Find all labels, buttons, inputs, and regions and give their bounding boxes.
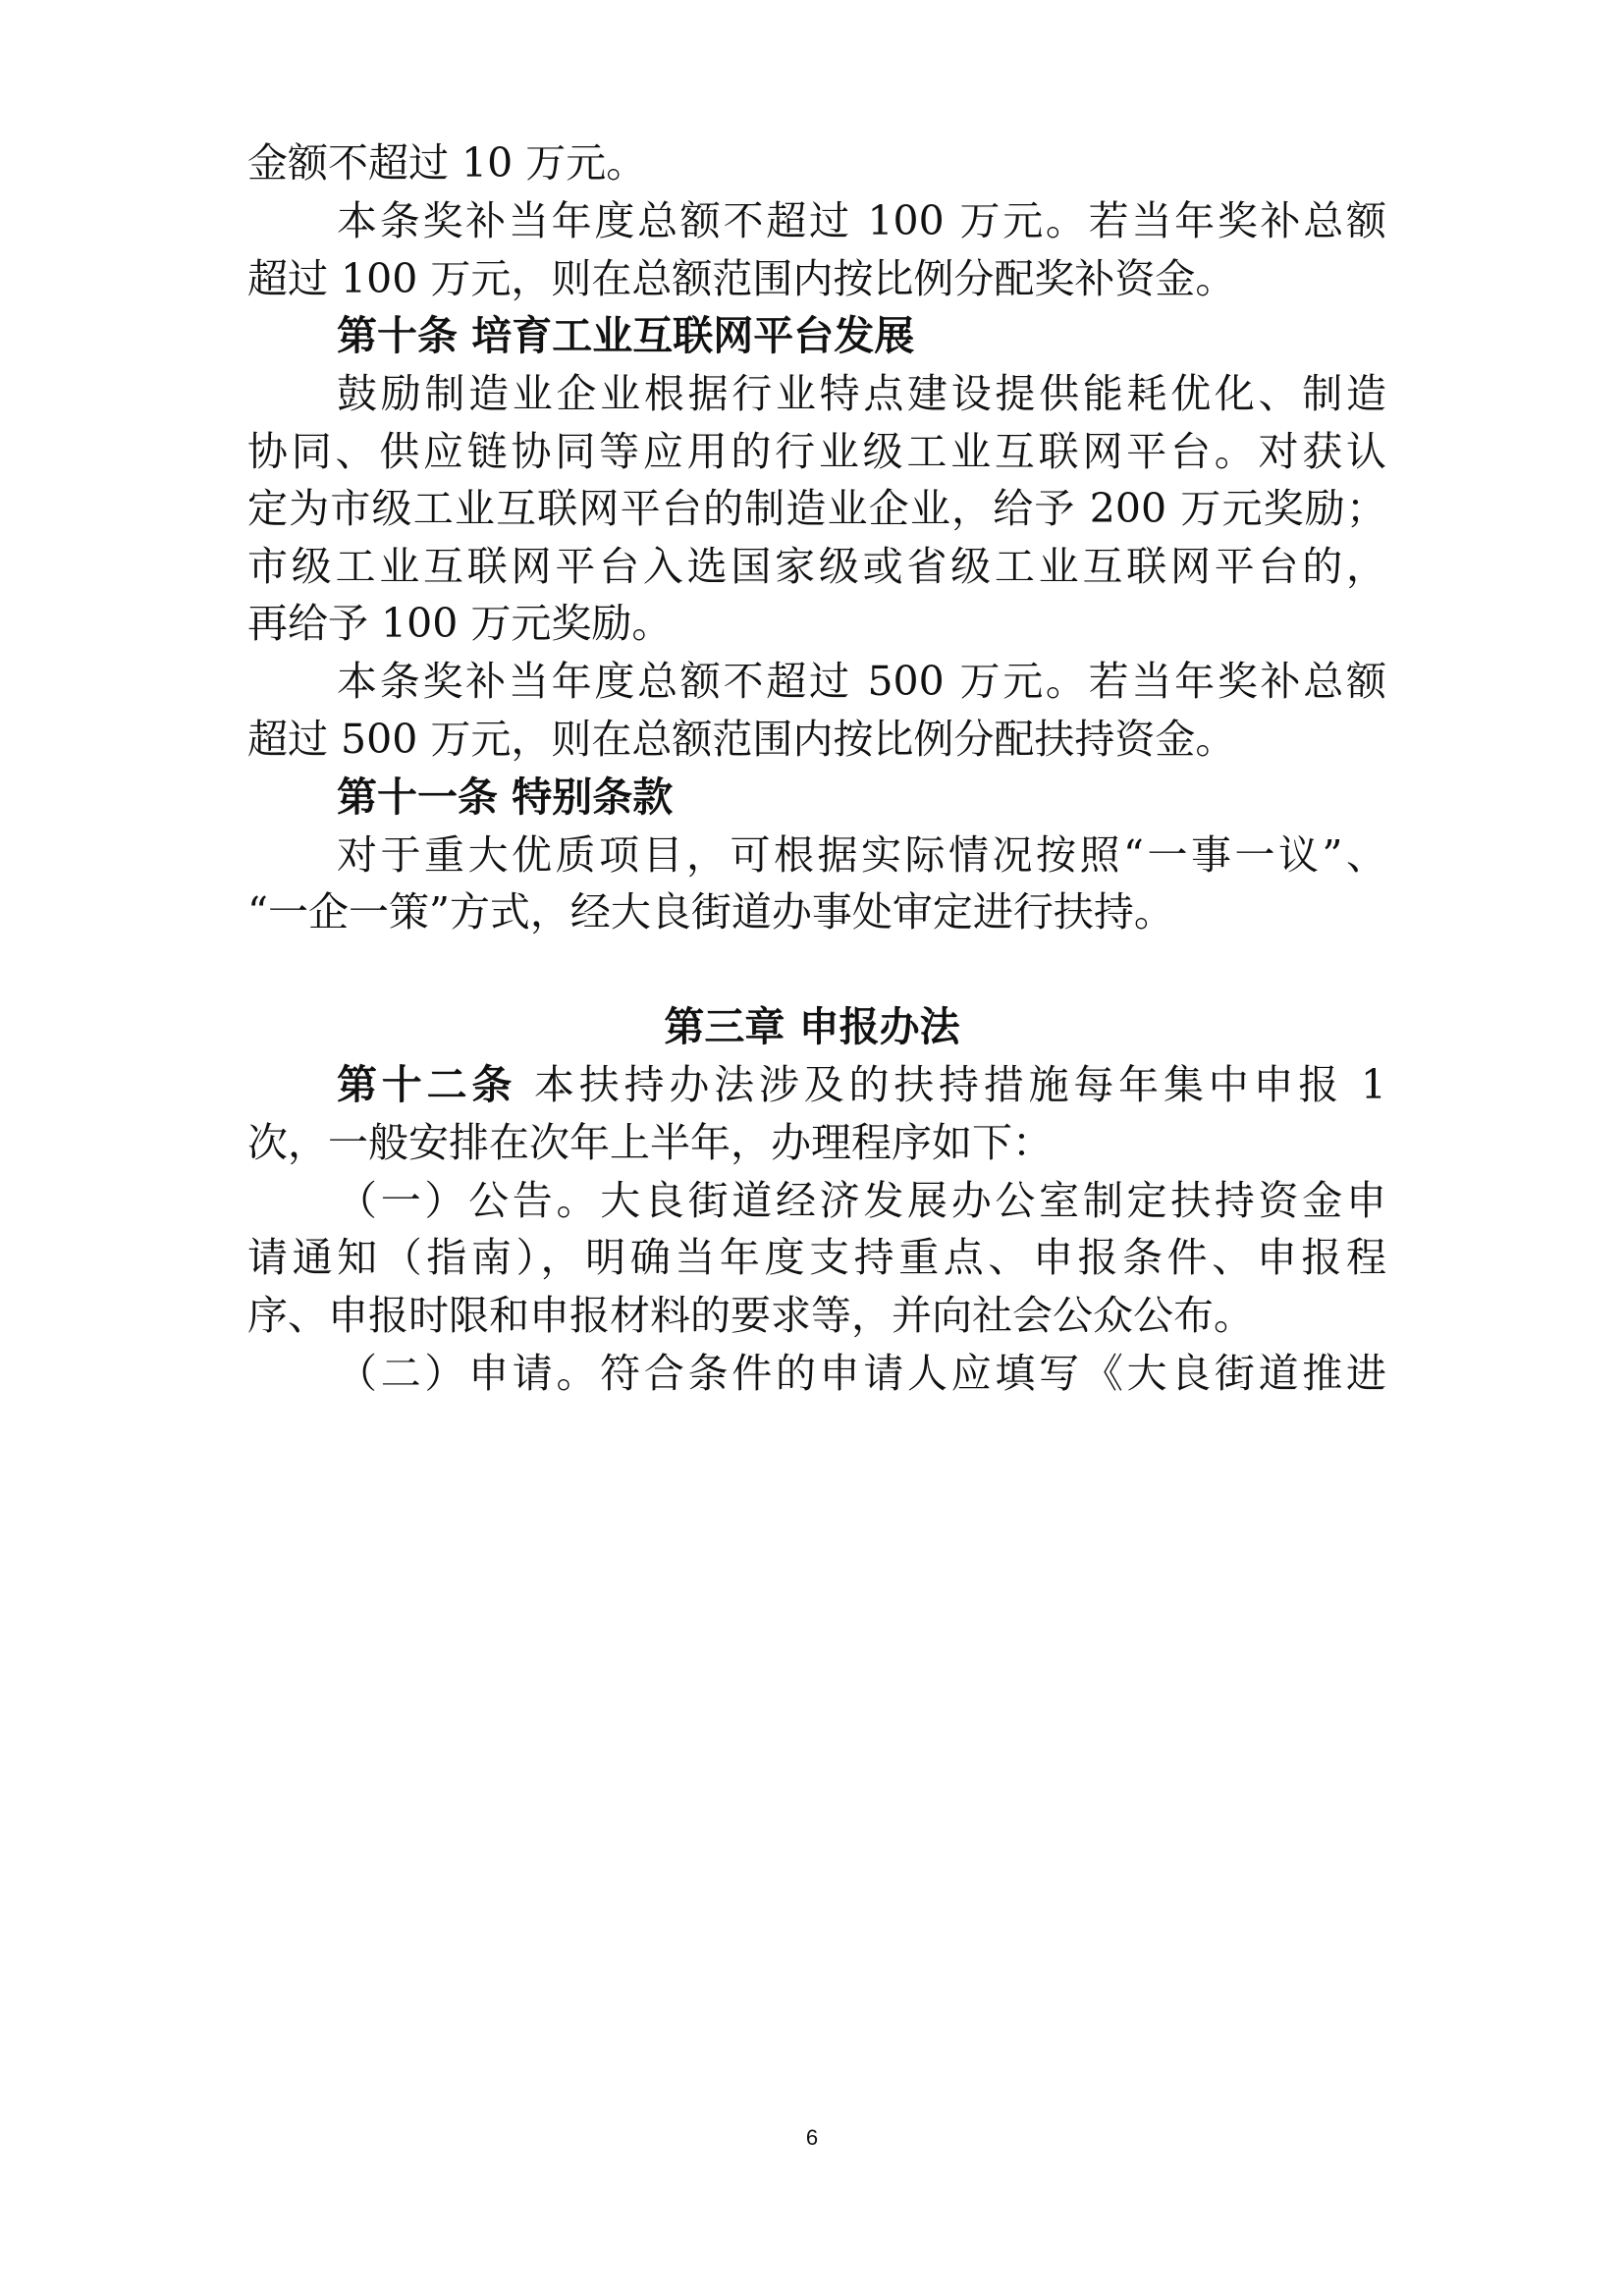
article-12-text: 本扶持办法涉及的扶持措施每年集中申报 1 — [516, 1061, 1386, 1108]
article-11-heading: 第十一条 特别条款 — [337, 774, 674, 821]
article-10-heading: 第十条 培育工业互联网平台发展 — [337, 312, 915, 359]
paragraph-line: 序、申报时限和申报材料的要求等，并向社会公众公布。 — [247, 1292, 1254, 1339]
article-12-first-line — [337, 1057, 1386, 1112]
paragraph-line: 超过 100 万元，则在总额范围内按比例分配奖补资金。 — [247, 255, 1236, 302]
paragraph-line: 鼓励制造业企业根据行业特点建设提供能耗优化、制造 — [337, 370, 1386, 417]
paragraph-line: 本条奖补当年度总额不超过 500 万元。若当年奖补总额 — [337, 658, 1386, 705]
paragraph-line: “一企一策”方式，经大良街道办事处审定进行扶持。 — [247, 888, 1174, 935]
paragraph-line: （一）公告。大良街道经济发展办公室制定扶持资金申 — [337, 1177, 1386, 1224]
article-12-lead: 第十二条 — [337, 1061, 517, 1108]
paragraph-line: 市级工业互联网平台入选国家级或省级工业互联网平台的， — [247, 543, 1386, 590]
paragraph-line: 次，一般安排在次年上半年，办理程序如下： — [247, 1119, 1053, 1166]
paragraph-line: 协同、供应链协同等应用的行业级工业互联网平台。对获认 — [247, 428, 1386, 475]
paragraph-line: （二）申请。符合条件的申请人应填写《大良街道推进 — [337, 1350, 1386, 1397]
chapter-3-heading: 第三章 申报办法 — [664, 1003, 960, 1050]
paragraph-line: 再给予 100 万元奖励。 — [247, 600, 673, 647]
paragraph-line: 对于重大优质项目，可根据实际情况按照“一事一议”、 — [337, 831, 1386, 879]
paragraph-line: 金额不超过 10 万元。 — [247, 139, 647, 187]
paragraph-line: 请通知（指南），明确当年度支持重点、申报条件、申报程 — [247, 1234, 1386, 1281]
paragraph-line: 超过 500 万元，则在总额范围内按比例分配扶持资金。 — [247, 716, 1236, 763]
page-number: 6 — [805, 2125, 819, 2150]
paragraph-line: 本条奖补当年度总额不超过 100 万元。若当年奖补总额 — [337, 197, 1386, 244]
paragraph-line: 定为市级工业互联网平台的制造业企业，给予 200 万元奖励； — [247, 485, 1386, 532]
